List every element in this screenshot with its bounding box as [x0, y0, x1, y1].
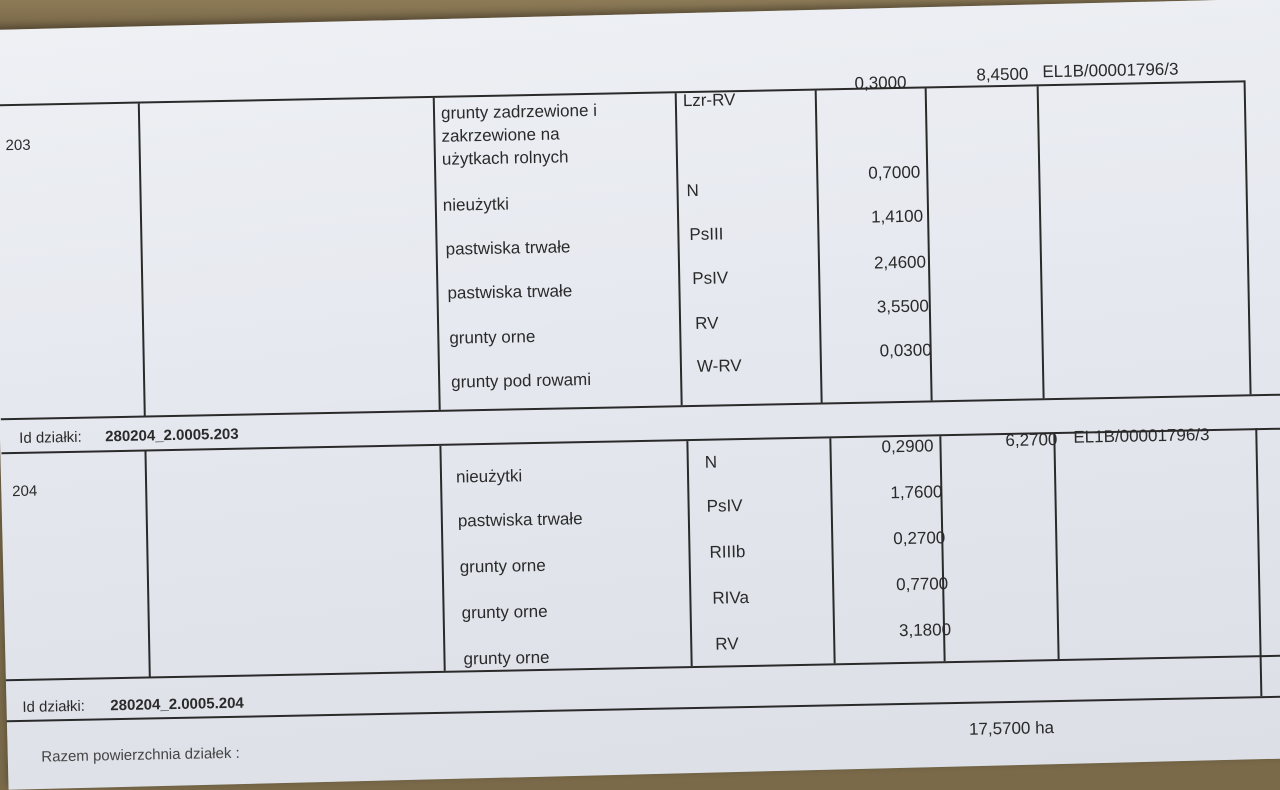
- land-area: 0,2700: [893, 528, 946, 549]
- row-203-bottom-border: [1, 394, 1280, 421]
- land-area: 0,0300: [879, 340, 932, 361]
- land-use-name: grunty pod rowami: [451, 369, 592, 392]
- land-class: PsIV: [706, 496, 743, 516]
- col-line-2b: [439, 446, 445, 671]
- col-line-1: [138, 104, 146, 416]
- col-line-6b: [1053, 434, 1059, 659]
- land-area: 2,4600: [873, 252, 927, 273]
- parcel-number: 203: [5, 136, 31, 155]
- col-line-2: [433, 98, 441, 410]
- col-line-right: [1244, 80, 1252, 394]
- col-line-4b: [829, 438, 835, 663]
- parcel-total-area: 6,2700: [1005, 430, 1058, 450]
- land-register-number: EL1B/00001796/3: [1073, 425, 1210, 447]
- row-204-bottom-border: [6, 655, 1280, 682]
- land-use-name: pastwiska trwałe: [457, 509, 583, 531]
- total-area-value: 17,5700 ha: [968, 718, 1055, 739]
- land-class: RIIIb: [709, 542, 746, 562]
- land-use-name: użytkach rolnych: [441, 147, 569, 169]
- table-top-border: [0, 80, 1245, 106]
- land-use-name: pastwiska trwałe: [445, 237, 571, 259]
- land-area: 0,3000: [854, 72, 907, 93]
- land-use-name: grunty orne: [463, 647, 550, 669]
- col-line-3b: [686, 441, 692, 666]
- land-class: RV: [715, 634, 739, 654]
- land-use-name: grunty orne: [459, 555, 546, 577]
- land-class: W-RV: [696, 356, 742, 376]
- land-area: 1,7600: [890, 482, 943, 503]
- land-class: Lzr-RV: [682, 90, 736, 111]
- land-area: 1,4100: [870, 206, 924, 227]
- land-class: PsIII: [689, 224, 724, 245]
- col-line-4: [815, 91, 823, 403]
- land-area: 0,2900: [881, 436, 934, 457]
- col-line-6: [1037, 86, 1045, 398]
- land-class: N: [704, 452, 718, 472]
- land-use-name: nieużytki: [455, 466, 523, 487]
- land-class: RIVa: [712, 587, 750, 608]
- land-area: 0,7000: [868, 162, 921, 183]
- land-class: PsIV: [692, 268, 729, 288]
- land-area: 3,1800: [898, 620, 952, 641]
- land-use-name: pastwiska trwałe: [447, 281, 573, 303]
- land-register-number: EL1B/00001796/3: [1042, 59, 1179, 82]
- land-use-name: zakrzewione na: [441, 124, 560, 146]
- parcel-id-value: 280204_2.0005.203: [105, 425, 239, 446]
- parcel-number: 204: [12, 482, 38, 501]
- parcel-id-value: 280204_2.0005.204: [110, 694, 244, 715]
- land-use-name: grunty orne: [461, 601, 548, 623]
- col-line-1b: [144, 451, 150, 676]
- parcel-id-label: Id działki:: [19, 428, 82, 447]
- land-class: RV: [694, 313, 719, 333]
- land-area: 3,5500: [876, 296, 930, 317]
- parcel-id-label: Id działki:: [22, 697, 86, 716]
- col-line-3: [675, 93, 683, 405]
- land-use-name: grunty orne: [449, 327, 536, 348]
- land-use-name: nieużytki: [442, 194, 510, 215]
- land-area: 0,7700: [895, 574, 949, 595]
- land-use-name: grunty zadrzewione i: [440, 100, 598, 123]
- parcel-total-area: 8,4500: [976, 64, 1029, 85]
- land-class: N: [686, 180, 700, 201]
- total-area-label: Razem powierzchnia działek :: [41, 744, 240, 766]
